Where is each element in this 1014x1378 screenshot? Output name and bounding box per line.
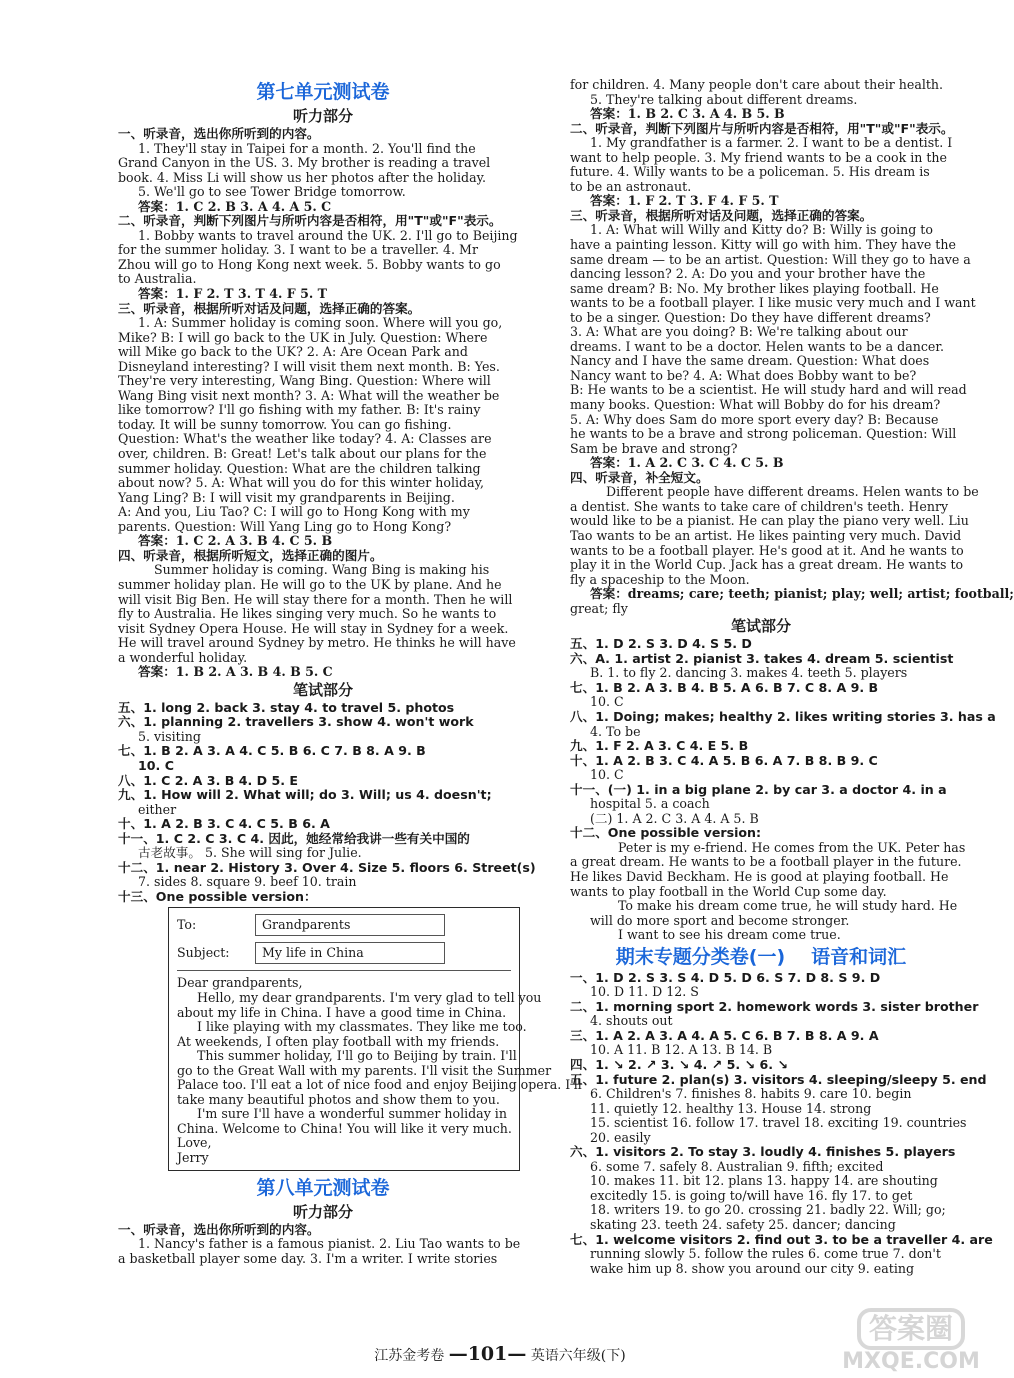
answer-line: 七、1. B 2. A 3. B 4. B 5. A 6. B 7. C 8. A 9. B bbox=[570, 679, 879, 695]
answer-line: 答案：1. C 2. B 3. A 4. A 5. C bbox=[138, 198, 332, 214]
text-line: for the summer holiday. 3. I want to be a traveller. 4. Mr bbox=[118, 242, 478, 258]
text-line: like tomorrow? I'll go fishing with my father. B: It's rainy bbox=[118, 402, 481, 418]
answer-line: 六、1. planning 2. travellers 3. show 4. won't work bbox=[118, 714, 474, 730]
answer-line: 三、1. A 2. A 3. A 4. A 5. C 6. B 7. B 8. A 9. A bbox=[570, 1027, 879, 1043]
text-line: many books. Question: What will Bobby do for his dream? bbox=[570, 397, 941, 413]
section-heading: 二、听录音，判断下列图片与所听内容是否相符，用"T"或"F"表示。 bbox=[118, 213, 502, 229]
watermark bbox=[836, 1308, 986, 1374]
answer-line: 10. D 11. D 12. S bbox=[590, 984, 699, 1000]
answer-line: 五、1. D 2. S 3. D 4. S 5. D bbox=[570, 636, 752, 652]
answer-line: 10. A 11. B 12. A 13. B 14. B bbox=[590, 1042, 773, 1058]
essay-line: He likes David Beckham. He is good at playing football. He bbox=[570, 868, 949, 884]
watermark-stamp: 答案圈 bbox=[857, 1308, 965, 1350]
final-test-title bbox=[570, 943, 952, 971]
email-line: go to the Great Wall with my parents. I'll visit the Summer bbox=[177, 1062, 552, 1078]
text-line: 1. Bobby wants to travel around the UK. 2. I'll go to Beijing bbox=[138, 227, 518, 243]
text-line: to be a singer. Question: Do they have different dreams? bbox=[570, 309, 931, 325]
text-line: will Mike go back to the UK? 2. A: Are Ocean Park and bbox=[118, 344, 468, 360]
answer-line: 八、1. Doing; makes; healthy 2. likes writing stories 3. has a bbox=[570, 708, 996, 724]
answer-line: 10. C bbox=[590, 694, 624, 710]
unit8-title: 第八单元测试卷 bbox=[256, 1176, 390, 1199]
email-line: I'm sure I'll have a wonderful summer holiday in bbox=[197, 1106, 507, 1122]
essay-line: will do more sport and become stronger. bbox=[590, 912, 850, 928]
answer-line: 十、1. A 2. B 3. C 4. A 5. B 6. A 7. B 8. B 9. C bbox=[570, 752, 878, 768]
text-line: a wonderful holiday. bbox=[118, 649, 248, 665]
answer-line: 十二、One possible version: bbox=[570, 825, 762, 841]
text-line: Sam be brave and strong? bbox=[570, 440, 738, 456]
answer-line: 一、1. D 2. S 3. S 4. D 5. D 6. S 7. D 8. S 9. D bbox=[570, 969, 881, 985]
text-line: for children. 4. Many people don't care about their health. bbox=[570, 77, 944, 92]
text-line: A: And you, Liu Tao? C: I will go to Hong Kong with my bbox=[118, 504, 470, 520]
text-line: wants to be a football player. I like music very much and I want bbox=[570, 295, 976, 311]
page-number: —101— bbox=[448, 1343, 527, 1365]
text-line: would like to be a pianist. He can play the piano very well. Liu bbox=[570, 513, 969, 529]
answer-line: 答案：1. F 2. T 3. F 4. F 5. T bbox=[590, 193, 779, 209]
text-line: 1. A: Summer holiday is coming soon. Where will you go, bbox=[138, 315, 503, 331]
answer-line: 十、1. A 2. B 3. C 4. C 5. B 6. A bbox=[118, 816, 330, 832]
text-line: a basketball player some day. 3. I'm a writer. I write stories bbox=[118, 1250, 498, 1266]
text-line: a dentist. She wants to take care of children's teeth. Henry bbox=[570, 498, 949, 514]
answer-line: 十一、(一) 1. in a big plane 2. by car 3. a doctor 4. in a bbox=[570, 781, 947, 797]
text-line: play it in the World Cup. Jack has a great dream. He wants to bbox=[570, 557, 964, 573]
answer-line: 九、1. How will 2. What will; do 3. Will; us 4. doesn't; bbox=[118, 787, 492, 803]
unit8-written-title: 笔试部分 bbox=[730, 617, 791, 636]
email-line: about my life in China. I have a good time in China. bbox=[177, 1004, 507, 1020]
answer-line: 四、1. ↘ 2. ↗ 3. ↘ 4. ↗ 5. ↘ 6. ↘ bbox=[570, 1057, 789, 1072]
text-line: future. 4. Willy wants to be a policeman. 5. His dream is bbox=[570, 164, 930, 180]
answer-line: 答案：1. B 2. C 3. A 4. B 5. B bbox=[590, 106, 785, 122]
text-line: 5. A: Why does Sam do more sport every day? B: Because bbox=[570, 411, 939, 427]
answer-line: 11. quietly 12. healthy 13. House 14. strong bbox=[590, 1100, 872, 1116]
email-line: At weekends, I often play football with my friends. bbox=[177, 1033, 500, 1049]
essay-line: a great dream. He wants to be a football player in the future. bbox=[570, 854, 962, 870]
text-line: Tao wants to be an artist. He likes painting very much. David bbox=[570, 527, 962, 543]
essay-line: I want to see his dream come true. bbox=[618, 927, 841, 943]
text-line: dreams. I want to be a doctor. Helen wants to be a dancer. bbox=[570, 338, 945, 354]
text-line: 1. A: What will Willy and Kitty do? B: Willy is going to bbox=[590, 222, 933, 238]
answer-line: 答案：dreams; care; teeth; pianist; play; well; artist; football; bbox=[590, 586, 1014, 602]
answer-line: 5. visiting bbox=[138, 728, 201, 744]
section-heading: 三、听录音，根据所听对话及问题，选择正确的答案。 bbox=[118, 300, 421, 316]
text-line: 1. My grandfather is a farmer. 2. I want to be a dentist. I bbox=[590, 135, 953, 151]
text-line: about now? 5. A: What will you do for this winter holiday, bbox=[118, 475, 485, 491]
section-heading: 三、听录音，根据所听对话及问题，选择正确的答案。 bbox=[570, 207, 873, 223]
answer-line: 18. writers 19. to go 20. crossing 21. badly 22. Will; go; bbox=[590, 1202, 946, 1218]
section-heading: 一、听录音，选出你所听到的内容。 bbox=[118, 1221, 320, 1237]
text-line: They're very interesting, Wang Bing. Question: Where will bbox=[118, 373, 491, 389]
answer-line: B. 1. to fly 2. dancing 3. makes 4. teeth 5. players bbox=[590, 665, 908, 681]
email-to-value: Grandparents bbox=[255, 914, 445, 936]
text-line: summer holiday. Question: What are the children talking bbox=[118, 460, 481, 476]
answer-line: either bbox=[138, 801, 177, 817]
answer-line: wake him up 8. show you around our city 9. eating bbox=[590, 1260, 915, 1276]
text-line: fly to Australia. He likes singing very much. So he wants to bbox=[118, 606, 497, 622]
section-heading: 四、听录音，根据所听短文，选择正确的图片。 bbox=[118, 547, 383, 563]
answer-line: 十二、1. near 2. History 3. Over 4. Size 5. floors 6. Street(s) bbox=[118, 859, 536, 875]
watermark-url: MXQE.COM bbox=[842, 1349, 980, 1374]
email-line: Dear grandparents, bbox=[177, 975, 303, 991]
answer-line: 4. shouts out bbox=[590, 1013, 673, 1029]
answer-line: 10. C bbox=[590, 767, 624, 783]
text-line: 5. We'll go to see Tower Bridge tomorrow. bbox=[138, 184, 406, 200]
section-heading: 二、听录音，判断下列图片与所听内容是否相符，用"T"或"F"表示。 bbox=[570, 120, 954, 136]
section-heading: 四、听录音，补全短文。 bbox=[570, 469, 709, 485]
answer-line: 六、1. visitors 2. To stay 3. loudly 4. finishes 5. players bbox=[570, 1144, 956, 1160]
text-line: over, children. B: Great! Let's talk about our plans for the bbox=[118, 446, 487, 462]
text-line: same dream — to be an artist. Question: Will they go to have a bbox=[570, 251, 971, 267]
text-line: Mike? B: I will go back to the UK in July. Question: Where bbox=[118, 329, 488, 345]
unit8-listening-title: 听力部分 bbox=[292, 1202, 353, 1221]
email-line: Hello, my dear grandparents. I'm very glad to tell you bbox=[197, 989, 542, 1005]
final-test-title-topic: 语音和词汇 bbox=[811, 945, 907, 968]
text-line: will visit Big Ben. He will stay there for a month. Then he will bbox=[118, 591, 513, 607]
unit7-listening-title: 听力部分 bbox=[292, 107, 353, 125]
email-to-label: To: bbox=[177, 917, 197, 933]
text-line: want to help people. 3. My friend wants to be a cook in the bbox=[570, 149, 948, 165]
answer-line: 10. C bbox=[138, 757, 174, 773]
answer-line: excitedly 15. is going to/will have 16. fly 17. to get bbox=[590, 1187, 913, 1203]
text-line: 1. Nancy's father is a famous pianist. 2. Liu Tao wants to be bbox=[138, 1236, 521, 1252]
answer-line: (二) 1. A 2. C 3. A 4. A 5. B bbox=[590, 810, 759, 826]
text-line: dancing lesson? 2. A: Do you and your brother have the bbox=[570, 266, 926, 282]
unit7-written-title: 笔试部分 bbox=[292, 680, 353, 699]
answer-line: 6. some 7. safely 8. Australian 9. fifth; excited bbox=[590, 1158, 884, 1174]
text-line: summer holiday plan. He will go to the UK by plane. And he bbox=[118, 576, 502, 592]
text-line: Wang Bing visit next month? 3. A: What will the weather be bbox=[118, 387, 500, 403]
answer-line: 答案：1. B 2. A 3. B 4. B 5. C bbox=[138, 664, 333, 680]
text-line: Summer holiday is coming. Wang Bing is making his bbox=[154, 562, 490, 578]
answer-line: 五、1. long 2. back 3. stay 4. to travel 5. photos bbox=[118, 699, 455, 715]
text-line: Disneyland interesting? I will visit them next month. B: Yes. bbox=[118, 358, 500, 374]
answer-line: 7. sides 8. square 9. beef 10. train bbox=[138, 874, 357, 890]
answer-line: 九、1. F 2. A 3. C 4. E 5. B bbox=[570, 738, 749, 754]
text-line: he wants to be a brave and strong policeman. Question: Will bbox=[570, 426, 957, 442]
answer-line: 答案：1. A 2. C 3. C 4. C 5. B bbox=[590, 455, 784, 471]
email-line: Jerry bbox=[177, 1150, 209, 1165]
answer-line: 七、1. B 2. A 3. A 4. C 5. B 6. C 7. B 8. A 9. B bbox=[118, 743, 426, 759]
text-line: same dream? B: No. My brother likes playing football. He bbox=[570, 280, 939, 296]
email-line: I like playing with my classmates. They like me too. bbox=[197, 1019, 527, 1035]
answer-line: running slowly 5. follow the rules 6. come true 7. don't bbox=[590, 1246, 941, 1262]
email-subject-value: My life in China bbox=[255, 942, 445, 964]
answer-line: 20. easily bbox=[590, 1129, 651, 1145]
answer-line: 10. makes 11. bit 12. plans 13. happy 14. are shouting bbox=[590, 1173, 938, 1189]
text-line: Nancy want to be? 4. A: What does Bobby want to be? bbox=[570, 367, 917, 383]
email-card bbox=[168, 907, 582, 1170]
left-column bbox=[118, 78, 582, 1266]
footer-subject: 英语六年级(下) bbox=[530, 1348, 626, 1364]
text-line: to Australia. bbox=[118, 271, 197, 287]
text-line: 1. They'll stay in Taipei for a month. 2. You'll find the bbox=[138, 140, 476, 156]
answer-line: 八、1. C 2. A 3. B 4. D 5. E bbox=[118, 772, 299, 788]
text-line: Grand Canyon in the US. 3. My brother is reading a travel bbox=[118, 155, 491, 171]
answer-line: 二、1. morning sport 2. homework words 3. sister brother bbox=[570, 998, 979, 1014]
answer-line: hospital 5. a coach bbox=[590, 796, 710, 812]
text-line: have a painting lesson. Kitty will go with him. They have the bbox=[570, 237, 956, 253]
answer-line: 十一、1. C 2. C 3. C 4. 因此，她经常给我讲一些有关中国的 bbox=[118, 830, 470, 846]
email-body bbox=[177, 970, 582, 1165]
email-line: China. Welcome to China! You will like it very much. bbox=[177, 1120, 512, 1136]
answer-line: 六、A. 1. artist 2. pianist 3. takes 4. dream 5. scientist bbox=[570, 650, 954, 666]
text-line: parents. Question: Will Yang Ling go to Hong Kong? bbox=[118, 518, 452, 534]
footer-book-title: 江苏金考卷 bbox=[374, 1348, 445, 1364]
unit7-title: 第七单元测试卷 bbox=[256, 81, 390, 103]
answer-line: 十三、One possible version： bbox=[118, 888, 317, 904]
answer-line: 15. scientist 16. follow 17. travel 18. exciting 19. countries bbox=[590, 1115, 967, 1131]
section-heading: 一、听录音，选出你所听到的内容。 bbox=[118, 126, 320, 141]
email-line: This summer holiday, I'll go to Beijing by train. I'll bbox=[197, 1048, 517, 1064]
email-header bbox=[177, 914, 511, 964]
text-line: to be an astronaut. bbox=[570, 178, 692, 194]
text-line: wants to be a football player. He's good at it. And he wants to bbox=[570, 542, 964, 558]
answer-line: 答案：1. C 2. A 3. B 4. C 5. B bbox=[138, 533, 333, 549]
text-line: Question: What's the weather like today? 4. A: Classes are bbox=[118, 431, 492, 447]
text-line: today. It will be sunny tomorrow. You can go fishing. bbox=[118, 416, 452, 432]
text-line: 3. A: What are you doing? B: We're talking about our bbox=[570, 324, 908, 340]
text-line: Yang Ling? B: I will visit my grandparents in Beijing. bbox=[118, 489, 455, 505]
answer-line: 古老故事。 5. She will sing for Julie. bbox=[138, 845, 362, 861]
text-line: B: He wants to be a scientist. He will study hard and will read bbox=[570, 382, 967, 398]
email-subject-label: Subject: bbox=[177, 945, 230, 961]
email-line: Palace too. I'll eat a lot of nice food and enjoy Beijing opera. I'll bbox=[177, 1077, 582, 1093]
text-line: Different people have different dreams. Helen wants to be bbox=[606, 484, 979, 500]
text-line: visit Sydney Opera House. He will stay in Sydney for a week. bbox=[118, 620, 509, 636]
text-line: Nancy and I have the same dream. Question: What does bbox=[570, 353, 930, 369]
essay-line: Peter is my e-friend. He comes from the UK. Peter has bbox=[618, 839, 966, 855]
answer-line: 6. Children's 7. finishes 8. habits 9. care 10. begin bbox=[590, 1086, 912, 1102]
essay-line: To make his dream come true, he will study hard. He bbox=[618, 898, 958, 914]
text-line: fly a spaceship to the Moon. bbox=[570, 571, 750, 587]
text-line: book. 4. Miss Li will show us her photos after the holiday. bbox=[118, 169, 487, 185]
right-column bbox=[570, 77, 1014, 1276]
answer-line: skating 23. teeth 24. safety 25. dancer; dancing bbox=[590, 1217, 896, 1233]
text-line: Zhou will go to Hong Kong next week. 5. Bobby wants to go bbox=[118, 256, 501, 272]
text-line: He will travel around Sydney by metro. He thinks he will have bbox=[118, 635, 516, 651]
email-line: take many beautiful photos and show them to you. bbox=[177, 1091, 500, 1107]
text-line: 5. They're talking about different dreams. bbox=[590, 91, 858, 107]
final-test-title-main: 期末专题分类卷(一) bbox=[615, 945, 786, 968]
answer-line: great; fly bbox=[570, 600, 628, 616]
answer-line: 五、1. future 2. plan(s) 3. visitors 4. sleeping/sleepy 5. end bbox=[570, 1071, 987, 1087]
answer-line: 4. To be bbox=[590, 723, 641, 739]
essay-line: wants to play football in the World Cup some day. bbox=[570, 883, 887, 899]
answer-line: 七、1. welcome visitors 2. find out 3. to be a traveller 4. are bbox=[570, 1231, 993, 1247]
email-line: Love, bbox=[177, 1135, 212, 1151]
answer-line: 答案：1. F 2. T 3. T 4. F 5. T bbox=[138, 286, 327, 302]
